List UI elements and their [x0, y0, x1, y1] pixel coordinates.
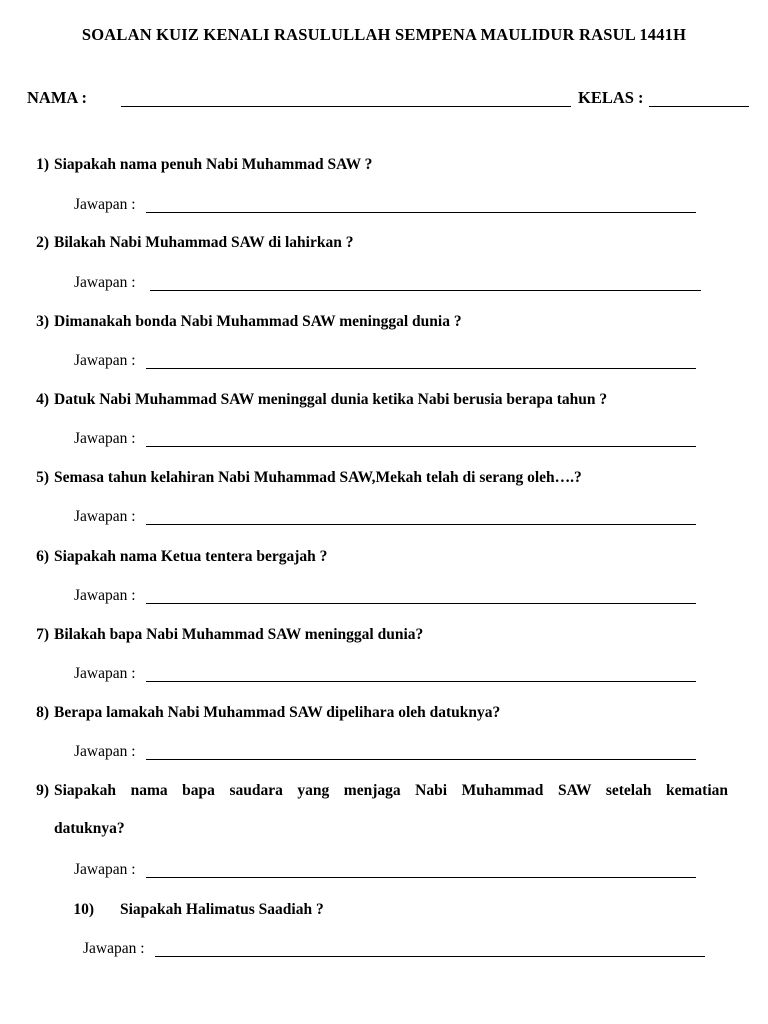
answer-blank-line: [146, 524, 696, 525]
answer-label: Jawapan :: [83, 940, 145, 957]
question-text: Siapakah Halimatus Saadiah ?: [120, 901, 324, 918]
question-text: Siapakah nama Ketua tentera bergajah ?: [54, 548, 328, 565]
answer-label: Jawapan :: [74, 665, 136, 682]
answer-label: Jawapan :: [74, 430, 136, 447]
question-text-continued: datuknya?: [54, 820, 125, 837]
page-title: SOALAN KUIZ KENALI RASULULLAH SEMPENA MAULIDUR RASUL 1441H: [81, 25, 687, 44]
question-text: Datuk Nabi Muhammad SAW meninggal dunia ketika Nabi berusia berapa tahun ?: [54, 391, 608, 408]
question-number: 4): [36, 391, 49, 408]
name-blank-line: [121, 106, 571, 107]
answer-blank-line: [146, 603, 696, 604]
question-number: 10): [73, 901, 94, 918]
answer-label: Jawapan :: [74, 587, 136, 604]
question-number: 5): [36, 469, 49, 486]
answer-label: Jawapan :: [74, 196, 136, 213]
question-text: Berapa lamakah Nabi Muhammad SAW dipelihara oleh datuknya?: [54, 704, 501, 721]
answer-label: Jawapan :: [74, 508, 136, 525]
question-text: Siapakah nama penuh Nabi Muhammad SAW ?: [54, 156, 373, 173]
question-text: Semasa tahun kelahiran Nabi Muhammad SAW,Mekah telah di serang oleh….?: [54, 469, 582, 486]
class-label: KELAS :: [578, 88, 644, 107]
question-text: Siapakah nama bapa saudara yang menjaga Nabi Muhammad SAW setelah kematian: [54, 782, 728, 799]
answer-label: Jawapan :: [74, 274, 136, 291]
answer-blank-line: [146, 368, 696, 369]
answer-blank-line: [146, 877, 696, 878]
answer-label: Jawapan :: [74, 861, 136, 878]
question-number: 3): [36, 313, 49, 330]
answer-blank-line: [155, 956, 705, 957]
answer-blank-line: [146, 446, 696, 447]
question-number: 7): [36, 626, 49, 643]
answer-blank-line: [146, 681, 696, 682]
question-number: 2): [36, 234, 49, 251]
question-text: Dimanakah bonda Nabi Muhammad SAW meninggal dunia ?: [54, 313, 462, 330]
answer-blank-line: [146, 212, 696, 213]
name-label: NAMA :: [27, 88, 88, 107]
answer-blank-line: [150, 290, 701, 291]
answer-label: Jawapan :: [74, 743, 136, 760]
student-info-row: [27, 88, 749, 110]
question-text: Bilakah bapa Nabi Muhammad SAW meninggal dunia?: [54, 626, 424, 643]
question-number: 9): [36, 782, 49, 799]
class-blank-line: [649, 106, 749, 107]
question-text: Bilakah Nabi Muhammad SAW di lahirkan ?: [54, 234, 354, 251]
question-number: 8): [36, 704, 49, 721]
question-number: 1): [36, 156, 49, 173]
answer-blank-line: [146, 759, 696, 760]
answer-label: Jawapan :: [74, 352, 136, 369]
question-number: 6): [36, 548, 49, 565]
